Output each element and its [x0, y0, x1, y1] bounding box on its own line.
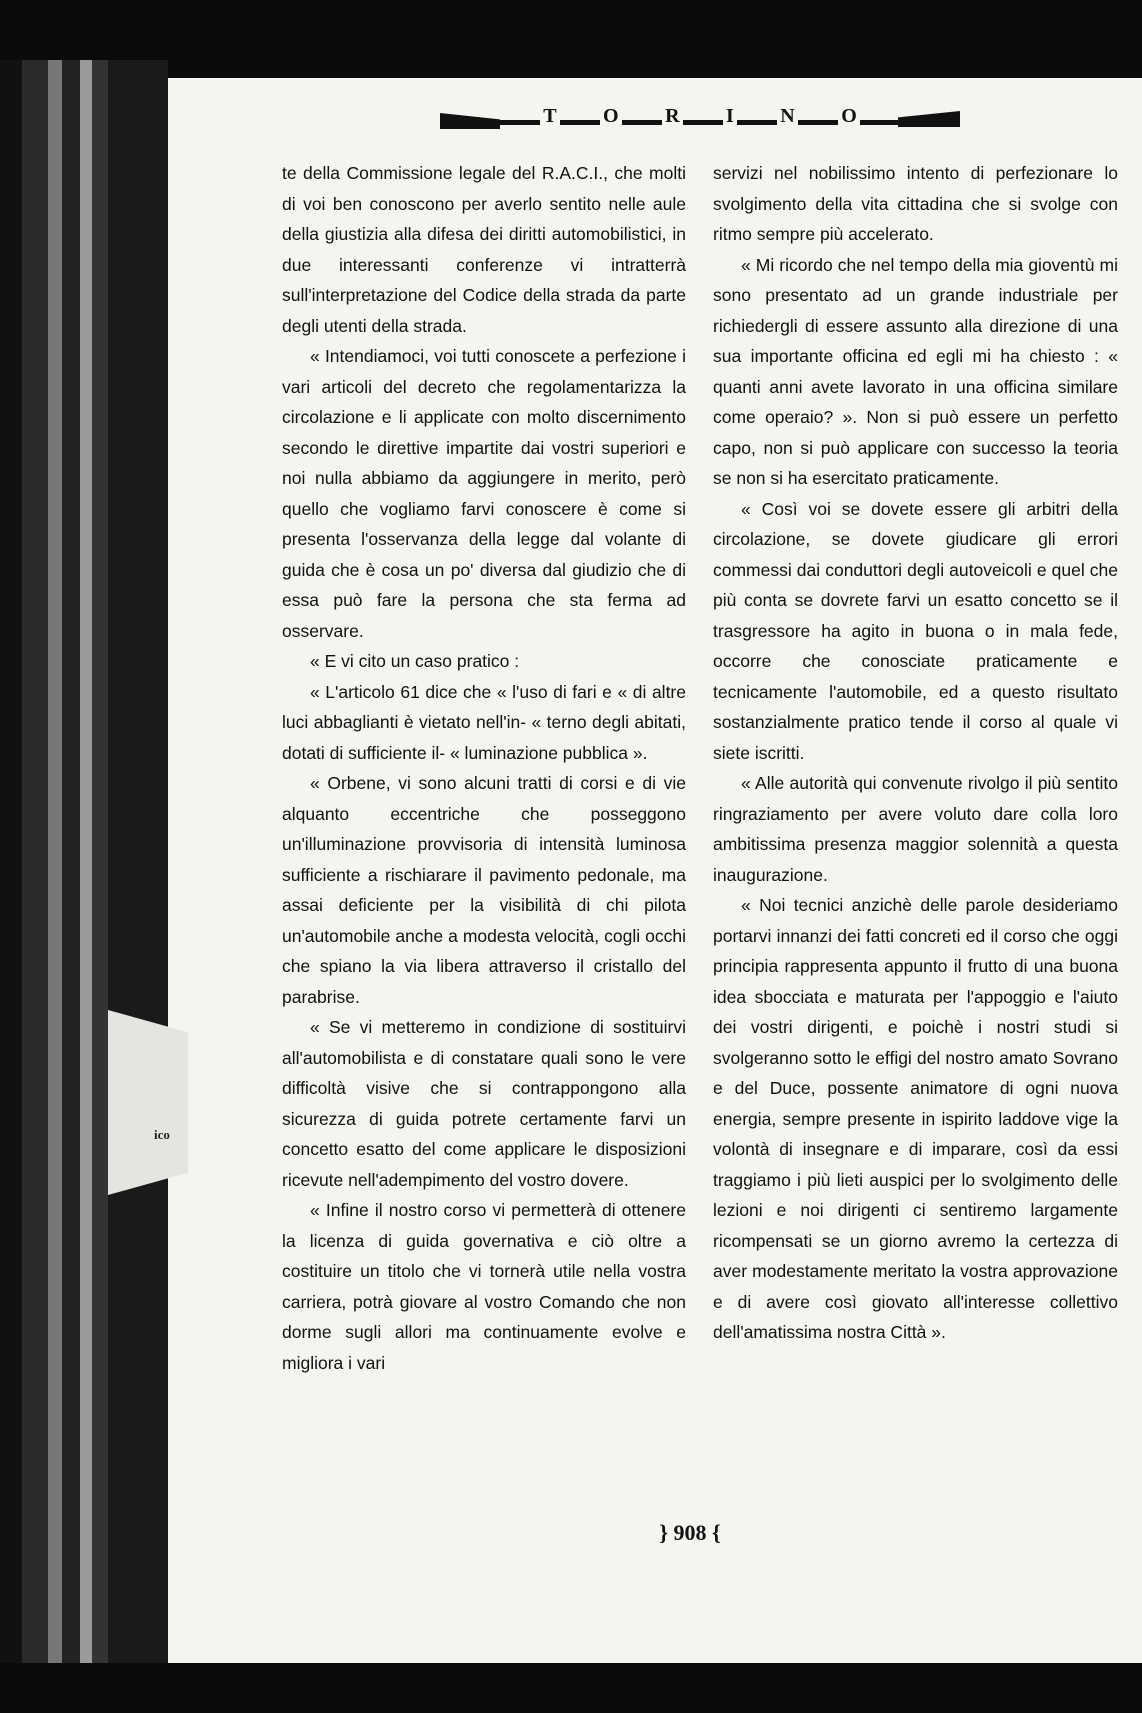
page-number: } 908 { — [659, 1520, 721, 1545]
header-letter: N — [777, 105, 797, 127]
binding-strip — [22, 60, 48, 1713]
paragraph: « Orbene, vi sono alcuni tratti di corsi e di vie alquanto eccentriche che posseggono un'illuminazione provvisoria di intensità luminosa sufficiente a rischiarare il pavimento pedonale, ma assai deficiente per la visibilità di chi pilota un'automobile anche a modesta velocità, cogli occhi che spiano la via libera attraverso il cristallo del parabrise. — [282, 773, 686, 1007]
header-letter: T — [540, 105, 559, 127]
binding-strip — [62, 60, 80, 1713]
paragraph: « Mi ricordo che nel tempo della mia gioventù mi sono presentato ad un grande industriale per richiedergli di essere assunto alla direzione di una sua importante officina ed egli mi ha chiesto : « quanti anni avete lavorato in una officina similare come operaio? ». Non si può essere un perfetto capo, non si può applicare con successo la teoria se non si ha esercitato praticamente. — [713, 254, 1118, 488]
paragraph: « E vi cito un caso pratico : — [310, 651, 520, 671]
header-ornament-left — [440, 113, 500, 129]
paragraph: te della Commissione legale del R.A.C.I., che molti di voi ben conoscono per averlo sentito nelle aule della giustizia alla difesa dei diritti automobilistici, in due interessanti conferenze vi intratterrà sull'interpretazione del Codice della strada da parte degli utenti della strada. — [282, 163, 686, 336]
binding-strip — [0, 60, 22, 1713]
paragraph: « Noi tecnici anzichè delle parole desideriamo portarvi innanzi dei fatti concreti ed il corso che oggi principia rappresenta appunto il frutto di una buona idea sbocciata e maturata per l'appoggio e l'aiuto dei vostri dirigenti, e poichè i nostri studi si svolgeranno sotto le effigi del nostro amato Sovrano e del Duce, possente animatore di ogni nuova energia, sempre presente in ispirito laddove vige la volontà di insegnare e di imparare, così da essi traggiamo i più lieti auspici per lo svolgimento delle lezioni e noi dirigenti ci sentiremo largamente ricompensati se un giorno avremo la certezza di aver modestamente meritato la vostra approvazione e di avere così giovato all'interesse collettivo dell'amatissima nostra Città ». — [713, 895, 1118, 1342]
binding-strip — [48, 60, 62, 1713]
scan-bottom-border — [0, 1663, 1142, 1713]
header-letter: O — [600, 105, 622, 127]
binding-strip — [80, 60, 92, 1713]
binding-strip — [92, 60, 108, 1713]
folded-page-flap — [108, 1010, 188, 1195]
paragraph: « Così voi se dovete essere gli arbitri della circolazione, se dovete giudicare gli errori commessi dai conduttori degli autoveicoli e quel che più conta se dovrete farvi un esatto concetto se il trasgressore ha agito in buona o in mala fede, occorre che conosciate praticamente e tecnicamente l'automobile, ed a questo risultato sostanzialmente pratico tende il corso al quale vi siete iscritti. — [713, 498, 1118, 763]
margin-fragment: ico — [154, 1127, 170, 1142]
paragraph: « L'articolo 61 dice che « l'uso di fari e « di altre luci abbaglianti è vietato nell'in- « terno degli abitati, dotati di sufficiente il- « luminazione pubblica ». — [282, 681, 686, 763]
right-column — [713, 158, 1118, 1348]
paragraph: « Alle autorità qui convenute rivolgo il più sentito ringraziamento per avere voluto dare colla loro ambitissima presenza maggior solennità a questa inaugurazione. — [713, 773, 1118, 885]
paragraph: « Infine il nostro corso vi permetterà di ottenere la licenza di guida governativa e ciò oltre a costituire un titolo che vi tornerà utile nella vostra carriera, potrà giovare al vostro Comando che non dorme sugli allori ma continuamente evolve e migliora i vari — [282, 1200, 686, 1373]
paragraph: « Se vi metteremo in condizione di sostituirvi all'automobilista e di constatare quali sono le vere difficoltà visive che si contrappongono alla sicurezza di guida potrete certamente farvi un concetto esatto del come applicare le disposizioni ricevute nell'adempimento del vostro dovere. — [282, 1017, 686, 1190]
binding-strip — [108, 60, 168, 1713]
header-ornament-right — [898, 111, 960, 127]
page-corner — [1065, 0, 1142, 52]
paragraph: servizi nel nobilissimo intento di perfezionare lo svolgimento della vita cittadina che si svolge con ritmo sempre più accelerato. — [713, 163, 1118, 244]
header-letter: R — [662, 105, 682, 127]
header-letter: O — [838, 105, 860, 127]
left-column — [282, 158, 686, 1378]
header-title — [520, 105, 880, 127]
header-letter: I — [723, 105, 737, 127]
running-header — [440, 105, 960, 131]
paragraph: « Intendiamoci, voi tutti conoscete a perfezione i vari articoli del decreto che regolamentarizza la circolazione e li applicate con molto discernimento secondo le direttive impartite dai vostri superiori e noi nulla abbiamo da aggiungere in merito, però quello che vogliamo farvi conoscere è come si presenta l'osservanza della legge dal volante di guida che è cosa un po' diversa dal giudizio che di essa può fare la persona che sta ferma ad osservare. — [282, 346, 686, 641]
